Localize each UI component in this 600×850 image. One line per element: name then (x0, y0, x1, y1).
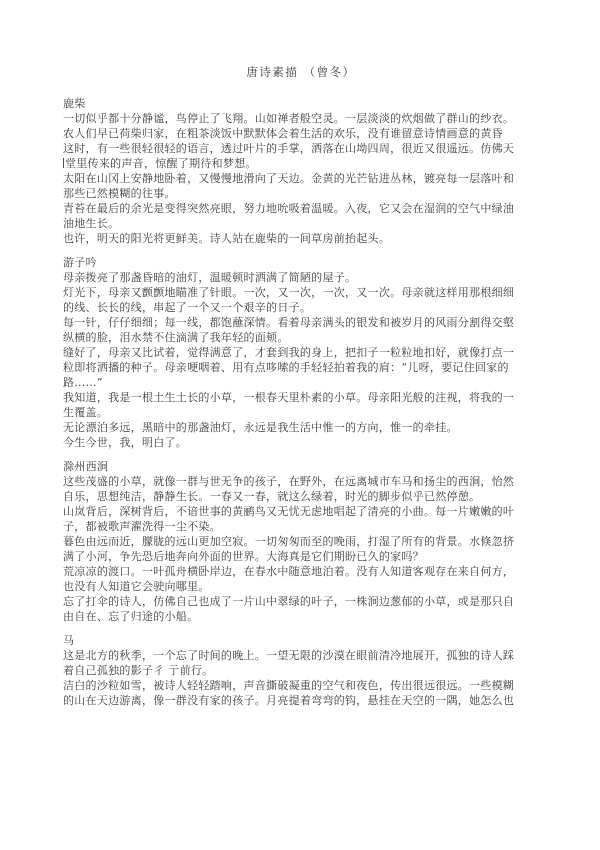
text-line: 我知道，我是一根土生土长的小草，一根春天里朴素的小草。母亲阳光般的注视，将我的一 (63, 391, 515, 404)
text-line: 着自己孤独的影子彳 亍前行。 (63, 664, 214, 677)
text-line: 太阳在山冈上安静地卧着，又慢慢地滑向了天边。金黄的光芒钻进丛林，镀亮每一层落叶和 (63, 172, 515, 185)
cursor-artifact (63, 158, 64, 168)
text-line: 暮色由远而近，朦胧的远山更加空寂。一切匆匆而至的晚雨，打湿了所有的背景。水倏忽挤 (63, 535, 515, 548)
text-line: 粒即将洒播的种子。母亲哽咽着、用有点哆嗦的手轻轻拍着我的肩：“儿呀，要记住回家的 (63, 361, 509, 374)
text-line: 生覆盖。 (63, 406, 109, 419)
text-line: 灯光下，母亲又颤颤地瞄准了针眼。一次，又一次，一次，又一次。母亲就这样用那根细细 (63, 286, 515, 299)
text-line: 那些已然模糊的往事。 (63, 187, 176, 200)
section-heading: 鹿柴 (63, 97, 86, 110)
text-line: 满了小河，争先恐后地奔向外面的世界。大海真是它们期盼已久的家吗？ (63, 550, 424, 563)
section-heading: 马 (63, 634, 75, 647)
section-chuzhouxijian (63, 459, 539, 624)
text-line: 青苔在最后的余光是变得突然亮眼，努力地吮吸着温暖。入夜，它又会在湿润的空气中绿油 (63, 202, 515, 215)
text-line: 洁白的沙粒如雪，被诗人轻轻踏响，声音撕破凝重的空气和夜色，传出很远很远。一些模糊 (63, 679, 515, 692)
text-line: 每一针，仔仔细细；每一线，都饱蘸深情。看着母亲满头的银发和被岁月的风雨分割得交壑 (63, 316, 515, 329)
text-line: 这些茂盛的小草，就像一群与世无争的孩子，在野外，在远离城市车马和扬尘的西涧，怡然 (63, 475, 515, 488)
text-line: 这是北方的秋季，一个忘了时间的晚上。一望无限的沙漠在眼前清冷地展开，孤独的诗人踩 (63, 649, 515, 662)
text-line: 的线、长长的线，串起了一个又一个艰辛的日子。 (63, 301, 312, 314)
text-line: 的山在天边游离，像一群没有家的孩子。月亮提着弯弯的钩，悬挂在天空的一隅，她怎么也 (63, 694, 515, 707)
text-line: 由自在、忘了归途的小船。 (63, 610, 199, 623)
text-line: 油地生长。 (63, 217, 120, 230)
text-line: 无论漂泊多远，黑暗中的那盏油灯，永远是我生活中惟一的方向，惟一的牵挂。 (63, 421, 458, 434)
section-heading: 滁州西涧 (63, 460, 109, 473)
text-line: 缝好了，母亲又比试着，觉得满意了，才套到我的身上，把扣子一粒粒地扣好，就像打点一 (63, 346, 515, 359)
text-line: 一切似乎都十分静谧，鸟停止了飞翔。山如禅者般空灵。一层淡淡的炊烟做了群山的纱衣。 (63, 112, 515, 125)
section-heading: 游子吟 (63, 256, 97, 269)
text-line: 今生今世，我，明白了。 (63, 436, 188, 449)
text-line: 母亲拨亮了那盏昏暗的油灯，温暖顿时洒满了简陋的屋子。 (63, 271, 357, 284)
text-line: 忘了打伞的诗人，仿佛自己也成了一片山中翠绿的叶子，一株涧边葱郁的小草，或是那只自 (63, 595, 515, 608)
section-youziyin (63, 255, 539, 450)
text-line: 路……” (63, 376, 103, 389)
page-title: 唐诗素描 （曾冬） (246, 65, 356, 79)
text-line: 子，都被歌声濯洗得一尘不染。 (63, 520, 221, 533)
text-line: 农人们早已荷柴归家，在粗茶淡饭中默默体会着生活的欢乐，没有谁留意诗情画意的黄昏 (63, 127, 503, 140)
text-line: 这时，有一些很轻很轻的语言，透过叶片的手掌，洒落在山坳四周，很近又很遥远。仿佛天 (63, 142, 515, 155)
text-line: 纵横的脸，泪水禁不住滴满了我年轻的面颊。 (63, 331, 289, 344)
text-line: 自乐，思想纯洁，静静生长。一春又一春，就这么绿着，时光的脚步似乎已然停憩。 (63, 490, 481, 503)
text-line (63, 156, 539, 171)
text-line: 荒凉凉的渡口。一叶孤舟横卧岸边，在春水中随意地泊着。没有人知道客观存在来自何方， (63, 565, 515, 578)
text-line: 也许，明天的阳光将更鲜美。诗人站在鹿柴的一间草房前抬起头。 (63, 232, 391, 245)
section-ma (63, 633, 539, 708)
text-line: 山岚背后，深树背后，不谙世事的黄鹂鸟又无忧无虑地唱起了清亮的小曲。每一片嫩嫩的叶 (63, 505, 515, 518)
text-line-content: 堂里传来的声音，惊醒了期待和梦想。 (65, 157, 257, 170)
text-line: 也没有人知道它会驶向哪里。 (63, 580, 210, 593)
section-luchai (63, 96, 539, 246)
